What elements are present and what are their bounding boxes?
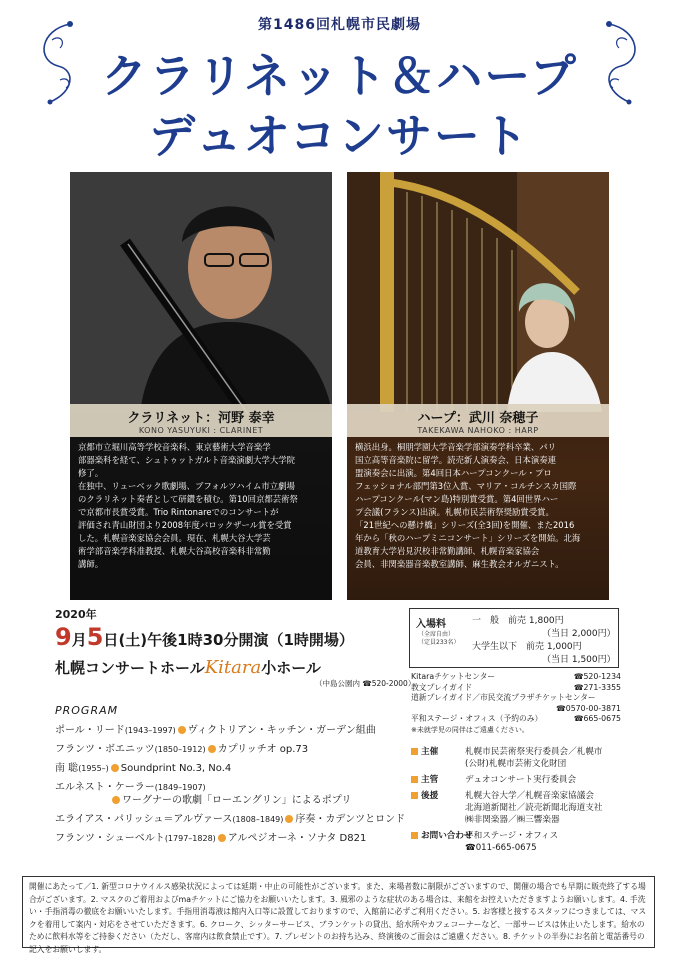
venue-note: （中島公園内 ☎520-2000）	[315, 679, 416, 688]
harpist-bio-panel	[347, 404, 609, 600]
outlet-phone: ☎271-3355	[573, 682, 621, 692]
work-title: Soundprint No.3, No.4	[120, 763, 232, 774]
credit-row	[411, 774, 636, 786]
credit-key: 主管	[411, 774, 465, 786]
composer: ポール・リード	[55, 725, 125, 736]
bullet-icon	[111, 764, 119, 772]
outlet-row	[411, 672, 621, 683]
composer: エルネスト・ケーラー	[55, 782, 155, 793]
program-list	[55, 724, 415, 851]
ticket-door-price: （当日 1,500円）	[542, 655, 616, 665]
outlet-phone: ☎665-0675	[573, 714, 621, 723]
work-title: 序奏・カデンツとロンド	[295, 814, 406, 825]
credit-key: 後援	[411, 790, 465, 826]
bullet-icon	[285, 815, 293, 823]
outlet-name: 教文プレイガイド	[411, 682, 473, 692]
composer-years: (1849–1907)	[154, 783, 206, 792]
outlet-name: 平和ステージ・オフィス（予約のみ）	[411, 714, 543, 723]
event-year: 2020年	[55, 608, 97, 621]
program-item	[55, 724, 415, 737]
ticket-category: 一 般	[472, 616, 500, 626]
children-note: ※未就学児の同伴はご遠慮ください。	[411, 725, 529, 734]
outlet-phone: ☎0570-00-3871	[556, 703, 621, 713]
event-info	[55, 606, 416, 688]
clarinetist-portrait-icon	[70, 172, 332, 412]
clarinetist-name: クラリネット：河野 泰幸	[127, 411, 275, 426]
program-item	[55, 762, 415, 775]
event-weekday: (土)	[118, 631, 148, 649]
bullet-icon	[178, 726, 186, 734]
composer-years: (1943–1997)	[124, 726, 176, 735]
ticket-row-general	[472, 613, 564, 626]
event-date	[55, 623, 410, 651]
ticket-price-box	[409, 608, 619, 668]
program-item	[55, 743, 415, 756]
ticket-category: 大学生以下	[472, 642, 518, 652]
credit-row	[411, 746, 636, 770]
composer-years: (1955–)	[78, 764, 109, 773]
composer: エライアス・パリッシュ＝アルヴァース	[55, 814, 233, 825]
work-title: ヴィクトリアン・キッチン・ガーデン組曲	[187, 725, 376, 736]
covid-notice: 開催にあたって／1. 新型コロナウイルス感染状況によっては延期・中止の可能性がございます。また、来場者数に制限がございますので、開催の場合でも早期に販売終了する場合がございます。2. マスクのご着用およびmaチケットにご協力をお願いいたします。3. 風邪のような症状のある場合は、来館をお控えいただきますようお願いします。4. 手洗い・手指消毒の徹底をお願いいたします。手指用消毒液は館内入口等に設置しておりますので、入館前に必ずご利用ください。5. お客様と接するスタッフにつきましては、マスクを着用して案内・対応をさせていただきます。6. クローク、シッターサービス、ブランケットの貸出、給水所やカフェコーナーなど、一部サービスは休止いたします。給水のために飲料水等をご持参ください（ただし、客席内は飲食禁止です）。7. プレゼントのお持ち込み、終演後のご面会はご遠慮ください。8. チケットの半券にお名前と電話番号の記入をお願いします。	[22, 876, 655, 948]
composer-years: (1797–1828)	[164, 834, 216, 843]
ticket-label: 入場料	[416, 619, 446, 630]
outlet-phone: ☎520-1234	[573, 672, 621, 681]
bullet-icon	[218, 834, 226, 842]
ticket-outlets	[411, 672, 621, 735]
clarinetist-name-plate	[70, 404, 332, 437]
event-day-unit: 日	[103, 631, 119, 649]
work-title: アルペジオーネ・ソナタ D821	[227, 833, 367, 844]
clarinetist-bio: 京都市立堀川高等学校音楽科、東京藝術大学音楽学 部器楽科を経て、シュトゥットガルト音楽演劇大学大学院 修了。 在独中、リューベック歌劇場、ブフォルツハイム市立劇場 のクラリネット奏者として研鑽を積む。第10回京都芸術祭 で京都市長賞受賞。Trio Rintonareでのコンサートが 評価され青山財団より2008年度バロックザール賞を受賞 した。札幌音楽家協会会員。現在、札幌大谷大学芸 術学部音楽学科准教授、札幌大谷高校音楽科非常勤 講師。	[78, 442, 298, 569]
header	[0, 0, 679, 163]
program-item	[55, 781, 415, 807]
event-month-unit: 月	[71, 631, 87, 649]
harpist-name-plate	[347, 404, 609, 437]
outlet-row	[411, 683, 621, 694]
bullet-icon	[208, 745, 216, 753]
venue-room: 小ホール	[261, 659, 321, 677]
ticket-advance-price: 前売 1,000円	[526, 642, 582, 652]
outlet-row	[411, 714, 621, 725]
composer: フランツ・シューベルト	[55, 833, 165, 844]
ticket-advance-price: 前売 1,800円	[508, 616, 564, 626]
composer-years: (1808–1849)	[232, 815, 284, 824]
clarinetist-roman-name: KONO YASUYUKI : CLARINET	[138, 426, 264, 435]
organizer-credits	[411, 746, 636, 858]
composer: 南 聡	[55, 763, 79, 774]
program-heading: PROGRAM	[55, 704, 119, 717]
credit-value: デュオコンサート実行委員会	[465, 775, 577, 785]
venue-brand-logo: Kitara	[204, 657, 262, 678]
outlet-row	[411, 693, 621, 704]
credit-value: 札幌大谷大学／札幌音楽家協議会 北海道新聞社／読売新聞北海道支社 ㈱非関楽器／㈱三響楽器	[465, 791, 603, 825]
clarinetist-bio-panel	[70, 404, 332, 600]
harpist-bio: 横浜出身。桐朋学園大学音楽学部演奏学科卒業、パリ 国立高等音楽院に留学。読売新人演奏会、日本演奏連 盟演奏会に出演。第4回日本ハープコンクール・プロ フェッショナル部門第3位入賞、マリア・コルチンスカ国際 ハープコンクール(マン島)特別賞受賞。第4回世界ハー プ会議(フランス)出演。札幌市民芸術祭奨励賞受賞。 「21世紀への懸け橋」シリーズ(全3回)を開催、また2016 年から「秋のハープミニコンサート」シリーズを開始。北海 道教育大学岩見沢校非常勤講師、札幌音楽家協会 会員、非関楽器音楽教室講師、麻生教会オルガニスト。	[355, 442, 581, 569]
harpist-photo	[347, 172, 609, 600]
ticket-row-student	[472, 639, 582, 652]
bullet-icon	[112, 796, 120, 804]
credit-row	[411, 790, 636, 826]
outlet-name: Kitaraチケットセンター	[411, 672, 496, 681]
composer-years: (1850–1912)	[154, 745, 206, 754]
credit-value: 札幌市民芸術祭実行委員会／札幌市 (公財)札幌市芸術文化財団	[465, 747, 603, 769]
clarinetist-photo	[70, 172, 332, 600]
venue	[55, 657, 410, 678]
credit-row	[411, 830, 636, 854]
outlet-row	[411, 704, 621, 715]
harpist-roman-name: TAKEKAWA NAHOKO : HARP	[417, 426, 539, 435]
harpist-name: ハープ：武川 奈穂子	[417, 411, 539, 426]
program-item	[55, 832, 415, 845]
ticket-seating-note: （全席自由） （定員233名）	[418, 631, 460, 646]
concert-series-subtitle: 第1486回札幌市民劇場	[258, 17, 421, 33]
program-item	[55, 813, 415, 826]
title-line-1: クラリネット＆ハープ	[101, 49, 578, 103]
title-line-2: デュオコンサート	[149, 109, 530, 163]
outlet-name: 道新プレイガイド／市民交流プラザチケットセンター	[411, 693, 596, 702]
event-time: 午後1時30分開演（1時開場）	[147, 631, 354, 649]
ticket-door-price: （当日 2,000円）	[542, 629, 616, 639]
work-title: ワーグナーの歌劇「ローエングリン」によるポプリ	[122, 795, 352, 806]
event-month: 9	[55, 623, 72, 651]
credit-key: お問い合わせ	[411, 830, 465, 854]
venue-name: 札幌コンサートホール	[55, 659, 205, 677]
composer: フランツ・ボエニッツ	[55, 744, 155, 755]
harpist-portrait-icon	[347, 172, 609, 412]
work-title: カプリッチオ op.73	[217, 744, 309, 755]
credit-value: 平和ステージ・オフィス ☎011-665-0675	[465, 831, 559, 853]
credit-key: 主催	[411, 746, 465, 770]
event-day: 5	[86, 623, 104, 651]
